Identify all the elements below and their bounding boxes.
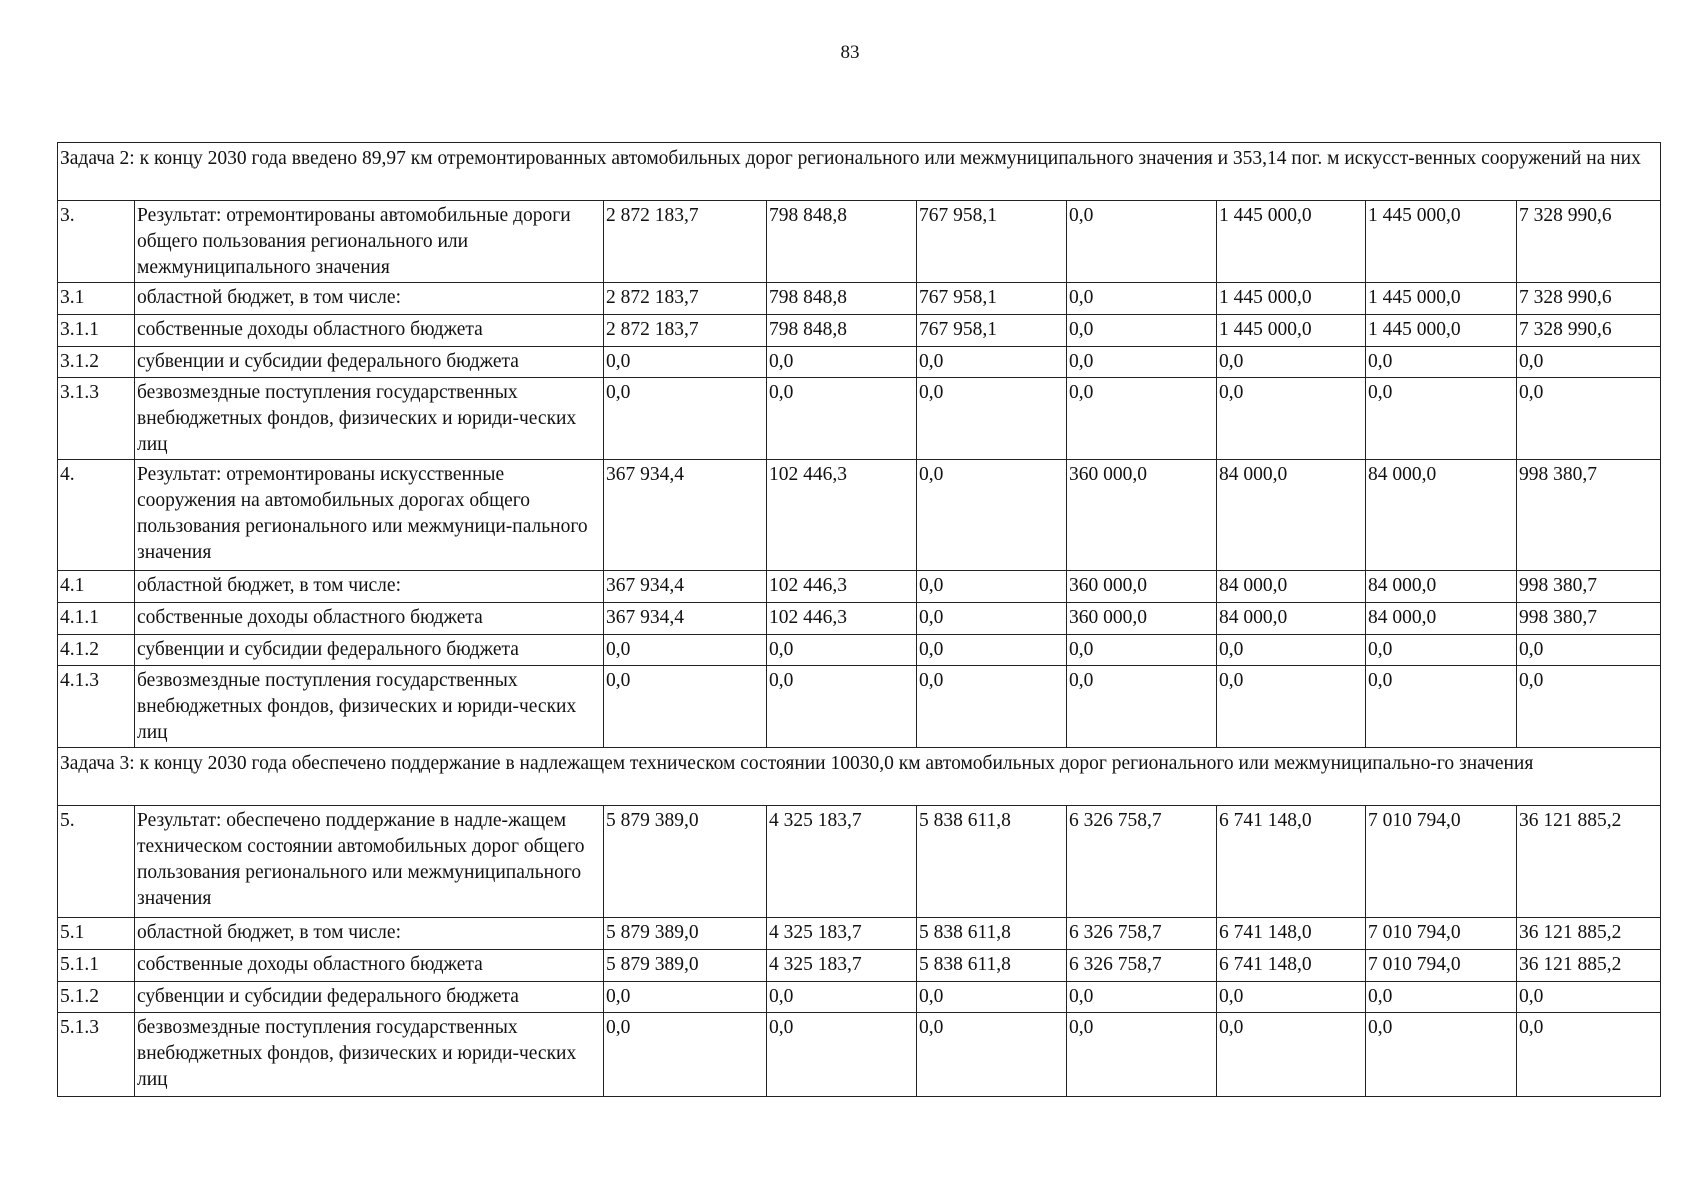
value-cell: 2 872 183,7	[604, 201, 767, 283]
row-number: 3.	[58, 201, 135, 283]
value-cell: 7 328 990,6	[1517, 201, 1661, 283]
value-cell: 1 445 000,0	[1366, 283, 1517, 315]
task-2-heading: Задача 2: к концу 2030 года введено 89,97 км отремонтированных автомобильных дорог регионального или межмуниципального значения и 353,14 пог. м искусст-венных сооружений на них	[58, 143, 1661, 201]
value-cell: 0,0	[1217, 666, 1366, 748]
value-cell: 0,0	[604, 982, 767, 1013]
row-label: собственные доходы областного бюджета	[135, 603, 604, 635]
value-cell: 0,0	[1517, 347, 1661, 378]
row-label: областной бюджет, в том числе:	[135, 571, 604, 603]
value-cell: 0,0	[1217, 635, 1366, 666]
value-cell: 798 848,8	[767, 315, 917, 347]
value-cell: 998 380,7	[1517, 603, 1661, 635]
value-cell: 360 000,0	[1067, 571, 1217, 603]
value-cell: 798 848,8	[767, 283, 917, 315]
value-cell: 7 328 990,6	[1517, 283, 1661, 315]
value-cell: 0,0	[1217, 1013, 1366, 1097]
value-cell: 7 010 794,0	[1366, 950, 1517, 982]
value-cell: 1 445 000,0	[1366, 315, 1517, 347]
row-number: 4.1.2	[58, 635, 135, 666]
value-cell: 102 446,3	[767, 571, 917, 603]
row-label: областной бюджет, в том числе:	[135, 918, 604, 950]
row-number: 5.1.1	[58, 950, 135, 982]
value-cell: 0,0	[917, 571, 1067, 603]
value-cell: 0,0	[604, 1013, 767, 1097]
value-cell: 7 010 794,0	[1366, 918, 1517, 950]
row-label: безвозмездные поступления государственных внебюджетных фондов, физических и юриди-ческих лиц	[135, 1013, 604, 1097]
value-cell: 0,0	[1366, 1013, 1517, 1097]
row-label: безвозмездные поступления государственных внебюджетных фондов, физических и юриди-ческих лиц	[135, 666, 604, 748]
value-cell: 998 380,7	[1517, 460, 1661, 571]
value-cell: 0,0	[1517, 1013, 1661, 1097]
table-row	[58, 1013, 1661, 1097]
value-cell: 0,0	[767, 347, 917, 378]
value-cell: 0,0	[1366, 982, 1517, 1013]
value-cell: 4 325 183,7	[767, 806, 917, 918]
value-cell: 102 446,3	[767, 460, 917, 571]
row-label: Результат: отремонтированы автомобильные дороги общего пользования регионального или межмуниципального значения	[135, 201, 604, 283]
budget-table	[57, 142, 1661, 1097]
table-row	[58, 347, 1661, 378]
value-cell: 36 121 885,2	[1517, 806, 1661, 918]
value-cell: 6 741 148,0	[1217, 950, 1366, 982]
value-cell: 367 934,4	[604, 460, 767, 571]
value-cell: 5 838 611,8	[917, 806, 1067, 918]
page-number: 83	[840, 42, 860, 63]
row-label: областной бюджет, в том числе:	[135, 283, 604, 315]
value-cell: 0,0	[604, 635, 767, 666]
value-cell: 102 446,3	[767, 603, 917, 635]
value-cell: 7 328 990,6	[1517, 315, 1661, 347]
row-label: Результат: обеспечено поддержание в надле-жащем техническом состоянии автомобильных дорог общего пользования регионального или межмуниципального значения	[135, 806, 604, 918]
row-number: 3.1.1	[58, 315, 135, 347]
table-row	[58, 201, 1661, 283]
value-cell: 0,0	[1517, 982, 1661, 1013]
row-number: 5.1	[58, 918, 135, 950]
value-cell: 0,0	[604, 378, 767, 460]
value-cell: 5 879 389,0	[604, 950, 767, 982]
value-cell: 0,0	[1067, 201, 1217, 283]
value-cell: 84 000,0	[1366, 603, 1517, 635]
value-cell: 1 445 000,0	[1217, 315, 1366, 347]
row-label: собственные доходы областного бюджета	[135, 315, 604, 347]
value-cell: 4 325 183,7	[767, 918, 917, 950]
value-cell: 2 872 183,7	[604, 315, 767, 347]
value-cell: 0,0	[917, 982, 1067, 1013]
table-row	[58, 378, 1661, 460]
value-cell: 0,0	[604, 666, 767, 748]
value-cell: 0,0	[1067, 347, 1217, 378]
value-cell: 6 326 758,7	[1067, 950, 1217, 982]
value-cell: 7 010 794,0	[1366, 806, 1517, 918]
row-label: субвенции и субсидии федерального бюджета	[135, 982, 604, 1013]
row-number: 3.1.2	[58, 347, 135, 378]
value-cell: 0,0	[1067, 378, 1217, 460]
row-number: 4.1	[58, 571, 135, 603]
table-row	[58, 666, 1661, 748]
value-cell: 1 445 000,0	[1366, 201, 1517, 283]
task-row	[58, 748, 1661, 806]
row-label: собственные доходы областного бюджета	[135, 950, 604, 982]
value-cell: 84 000,0	[1217, 603, 1366, 635]
value-cell: 5 879 389,0	[604, 806, 767, 918]
row-number: 3.1	[58, 283, 135, 315]
table-row	[58, 918, 1661, 950]
value-cell: 0,0	[1517, 635, 1661, 666]
row-label: субвенции и субсидии федерального бюджета	[135, 635, 604, 666]
table-row	[58, 603, 1661, 635]
value-cell: 367 934,4	[604, 603, 767, 635]
value-cell: 0,0	[1067, 1013, 1217, 1097]
value-cell: 0,0	[1067, 283, 1217, 315]
value-cell: 36 121 885,2	[1517, 918, 1661, 950]
value-cell: 0,0	[1366, 347, 1517, 378]
row-label: Результат: отремонтированы искусственные сооружения на автомобильных дорогах общего пользования регионального или межмуници-пального значения	[135, 460, 604, 571]
table-row	[58, 635, 1661, 666]
value-cell: 0,0	[1517, 378, 1661, 460]
value-cell: 0,0	[767, 666, 917, 748]
row-number: 5.	[58, 806, 135, 918]
value-cell: 767 958,1	[917, 201, 1067, 283]
value-cell: 0,0	[1217, 982, 1366, 1013]
value-cell: 6 326 758,7	[1067, 806, 1217, 918]
value-cell: 5 838 611,8	[917, 950, 1067, 982]
value-cell: 0,0	[917, 1013, 1067, 1097]
table-row	[58, 806, 1661, 918]
row-number: 4.1.3	[58, 666, 135, 748]
value-cell: 0,0	[1517, 666, 1661, 748]
value-cell: 0,0	[767, 1013, 917, 1097]
value-cell: 84 000,0	[1366, 460, 1517, 571]
value-cell: 0,0	[767, 378, 917, 460]
value-cell: 367 934,4	[604, 571, 767, 603]
value-cell: 1 445 000,0	[1217, 283, 1366, 315]
value-cell: 360 000,0	[1067, 460, 1217, 571]
table-row	[58, 283, 1661, 315]
value-cell: 84 000,0	[1217, 460, 1366, 571]
value-cell: 767 958,1	[917, 315, 1067, 347]
value-cell: 798 848,8	[767, 201, 917, 283]
value-cell: 360 000,0	[1067, 603, 1217, 635]
row-number: 5.1.2	[58, 982, 135, 1013]
table-row	[58, 571, 1661, 603]
value-cell: 0,0	[767, 635, 917, 666]
value-cell: 0,0	[917, 635, 1067, 666]
value-cell: 84 000,0	[1366, 571, 1517, 603]
value-cell: 0,0	[917, 347, 1067, 378]
value-cell: 1 445 000,0	[1217, 201, 1366, 283]
table-row	[58, 315, 1661, 347]
value-cell: 0,0	[917, 460, 1067, 571]
row-number: 4.1.1	[58, 603, 135, 635]
row-number: 4.	[58, 460, 135, 571]
table-body	[58, 143, 1661, 1097]
task-3-heading: Задача 3: к концу 2030 года обеспечено поддержание в надлежащем техническом состоянии 10030,0 км автомобильных дорог регионального или межмуниципально-го значения	[58, 748, 1661, 806]
value-cell: 767 958,1	[917, 283, 1067, 315]
value-cell: 0,0	[1217, 378, 1366, 460]
task-row	[58, 143, 1661, 201]
value-cell: 0,0	[1366, 378, 1517, 460]
value-cell: 0,0	[1067, 315, 1217, 347]
table-row	[58, 950, 1661, 982]
value-cell: 0,0	[917, 378, 1067, 460]
value-cell: 0,0	[604, 347, 767, 378]
value-cell: 0,0	[1217, 347, 1366, 378]
value-cell: 0,0	[917, 666, 1067, 748]
value-cell: 6 741 148,0	[1217, 806, 1366, 918]
value-cell: 6 741 148,0	[1217, 918, 1366, 950]
value-cell: 0,0	[1067, 635, 1217, 666]
value-cell: 2 872 183,7	[604, 283, 767, 315]
value-cell: 0,0	[917, 603, 1067, 635]
value-cell: 0,0	[1366, 666, 1517, 748]
value-cell: 0,0	[1067, 666, 1217, 748]
value-cell: 5 879 389,0	[604, 918, 767, 950]
value-cell: 0,0	[767, 982, 917, 1013]
value-cell: 84 000,0	[1217, 571, 1366, 603]
value-cell: 5 838 611,8	[917, 918, 1067, 950]
value-cell: 36 121 885,2	[1517, 950, 1661, 982]
row-label: безвозмездные поступления государственных внебюджетных фондов, физических и юриди-ческих лиц	[135, 378, 604, 460]
table-row	[58, 982, 1661, 1013]
value-cell: 4 325 183,7	[767, 950, 917, 982]
value-cell: 6 326 758,7	[1067, 918, 1217, 950]
row-number: 5.1.3	[58, 1013, 135, 1097]
row-number: 3.1.3	[58, 378, 135, 460]
value-cell: 0,0	[1366, 635, 1517, 666]
row-label: субвенции и субсидии федерального бюджета	[135, 347, 604, 378]
table-row	[58, 460, 1661, 571]
value-cell: 998 380,7	[1517, 571, 1661, 603]
value-cell: 0,0	[1067, 982, 1217, 1013]
